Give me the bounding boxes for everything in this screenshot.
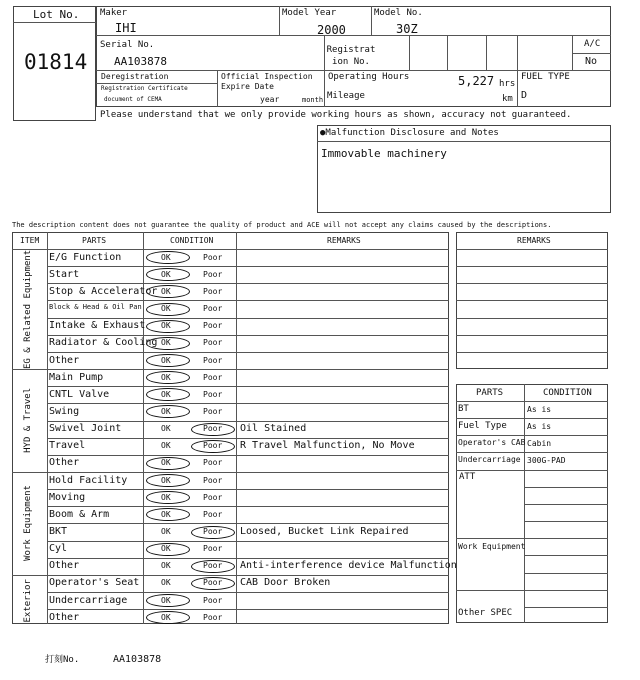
spec-row-condition: 300G-PAD [527, 456, 566, 465]
table-row-part: Boom & Arm [49, 508, 110, 520]
disclaimer: The description content does not guarantee the quality of product and ACE will not accept any claims caused by the descriptions. [12, 221, 552, 229]
table-row-part: Cyl [49, 543, 68, 555]
poor-option[interactable]: Poor [203, 475, 223, 485]
row-divider [47, 352, 449, 353]
right-remarks-row [456, 318, 608, 319]
ok-circle [146, 457, 190, 470]
ok-option[interactable]: OK [161, 578, 171, 588]
table-row-part: Start [49, 268, 80, 280]
inspection-label: Official Inspection Expire Date [221, 72, 313, 91]
table-row-part: Main Pump [49, 371, 104, 383]
row-divider [47, 283, 449, 284]
ok-circle [146, 594, 190, 607]
group-divider [12, 575, 449, 576]
row-divider [47, 386, 449, 387]
ok-circle [146, 337, 190, 350]
spec-row-divider [524, 573, 608, 574]
maker-value: IHI [115, 21, 137, 35]
model-no-label: Model No. [374, 8, 423, 18]
poor-option[interactable]: Poor [203, 561, 223, 571]
ok-option[interactable]: OK [161, 304, 171, 313]
row-divider [47, 609, 449, 610]
spec-row-divider [456, 418, 608, 419]
right-remarks-row [456, 283, 608, 284]
other-spec-label: Other SPEC [458, 608, 513, 618]
row-divider [47, 523, 449, 524]
row-divider [47, 541, 449, 542]
model-year-value: 2000 [317, 23, 346, 37]
table-row-part: Undercarriage [49, 594, 128, 606]
condition-header: CONDITION [170, 236, 214, 245]
row-divider [47, 455, 449, 456]
registration-certificate-label: Registration Certificate [101, 85, 188, 92]
ok-option[interactable]: OK [161, 338, 171, 348]
poor-option[interactable]: Poor [203, 389, 223, 399]
group-label: HYD & Travel [23, 387, 33, 453]
poor-option[interactable]: Poor [203, 372, 223, 382]
spec-row-divider [456, 435, 608, 436]
column-divider [236, 232, 237, 624]
spec-row-condition: As is [527, 421, 552, 431]
table-row-remark: Loosed, Bucket Link Repaired [240, 526, 409, 537]
table-row-part: Other [49, 354, 80, 366]
ok-option[interactable]: OK [161, 492, 171, 502]
hrs-unit: hrs [499, 79, 516, 89]
ok-option[interactable]: OK [161, 441, 171, 451]
stamp-no-value: AA103878 [113, 654, 162, 665]
year-label: year [260, 95, 280, 104]
ok-option[interactable]: OK [161, 355, 171, 365]
ok-option[interactable]: OK [161, 389, 171, 399]
right-remarks-row [456, 249, 608, 250]
malfunction-box [317, 125, 611, 213]
serial-label: Serial No. [100, 40, 155, 50]
table-row-part: Other [49, 560, 80, 572]
spec-row-divider [456, 452, 608, 453]
ok-option[interactable]: OK [161, 509, 171, 519]
ok-circle [146, 371, 190, 384]
group-divider [12, 369, 449, 370]
km-unit: km [502, 94, 513, 104]
group-label: EG & Related Equipment [23, 249, 33, 369]
poor-option[interactable]: Poor [203, 286, 223, 296]
table-row-part: E/G Function [49, 251, 122, 263]
right-remarks-row [456, 335, 608, 336]
table-row-remark: Oil Stained [240, 423, 307, 435]
row-divider [47, 438, 449, 439]
ac-value: No [585, 56, 598, 67]
spec-section-divider [456, 538, 524, 539]
table-row-part: Travel [49, 440, 86, 452]
model-year-label: Model Year [282, 8, 337, 18]
operating-hours-label: Operating Hours [328, 72, 410, 82]
group-label: Exterior [23, 578, 33, 623]
table-row-part: BKT [49, 526, 68, 537]
stamp-no-label: 打刻No. [45, 655, 80, 665]
ok-option[interactable]: OK [161, 269, 171, 279]
table-row-part: Radiator & Cooling [49, 337, 158, 349]
poor-circle [191, 440, 235, 453]
poor-option[interactable]: Poor [203, 595, 223, 605]
spec-row-part: Operator's CAB [458, 437, 526, 447]
lot-label: Lot No. [33, 8, 80, 21]
operating-hours-value: 5,227 [458, 74, 495, 88]
row-divider [47, 335, 449, 336]
parts-header: PARTS [82, 236, 107, 245]
table-row-remark: CAB Door Broken [240, 577, 331, 589]
right-remarks-row [456, 266, 608, 267]
hours-notice: Please understand that we only provide working hours as shown, accuracy not guaranteed. [100, 110, 572, 120]
row-divider [47, 266, 449, 267]
row-divider [47, 403, 449, 404]
ok-circle [146, 474, 190, 487]
spec-row-part: BT [458, 403, 469, 414]
ac-label: A/C [584, 39, 601, 49]
poor-option[interactable]: Poor [203, 441, 223, 451]
poor-option[interactable]: Poor [203, 252, 223, 262]
row-divider [47, 592, 449, 593]
ok-option[interactable]: OK [161, 321, 171, 331]
ok-option[interactable]: OK [161, 406, 171, 416]
spec-row-part: Fuel Type [458, 420, 507, 431]
lot-number: 01814 [24, 50, 88, 74]
spec-row-divider [524, 504, 608, 505]
poor-option[interactable]: Poor [203, 406, 223, 416]
ok-circle [146, 303, 190, 316]
ok-option[interactable]: OK [161, 424, 171, 434]
spec-row-divider [524, 555, 608, 556]
table-row-part: CNTL Valve [49, 388, 110, 400]
spec-row-divider [456, 470, 608, 471]
poor-option[interactable]: Poor [203, 458, 223, 468]
spec-row-part: Undercarriage [458, 455, 521, 464]
ok-circle [146, 320, 190, 333]
group-divider [12, 472, 449, 473]
right-remarks-row [456, 352, 608, 353]
right-remarks-row [456, 300, 608, 301]
poor-option[interactable]: Poor [203, 321, 223, 331]
table-row-part: Operator's Seat [49, 577, 140, 589]
ok-option[interactable]: OK [161, 561, 171, 571]
table-row-part: Other [49, 611, 80, 623]
deregistration-label: Deregistration [101, 72, 169, 81]
table-row-part: Moving [49, 491, 86, 503]
table-row-part: Swivel Joint [49, 423, 122, 435]
poor-option[interactable]: Poor [203, 612, 223, 622]
ok-option[interactable]: OK [161, 252, 171, 262]
item-header: ITEM [20, 236, 40, 245]
spec-row-condition: As is [527, 404, 552, 414]
row-divider [47, 300, 449, 301]
poor-option[interactable]: Poor [203, 304, 223, 313]
poor-option[interactable]: Poor [203, 509, 223, 519]
row-divider [47, 489, 449, 490]
maker-label: Maker [100, 8, 128, 18]
spec-condition-header: CONDITION [543, 388, 592, 398]
serial-value: AA103878 [114, 55, 167, 68]
spec-row-divider [524, 521, 608, 522]
spec-row-condition: Cabin [527, 438, 552, 448]
ok-option[interactable]: OK [161, 595, 171, 605]
poor-circle [191, 560, 235, 573]
ok-circle [146, 354, 190, 367]
malfunction-text: Immovable machinery [321, 147, 447, 160]
poor-option[interactable]: Poor [203, 578, 223, 588]
ok-option[interactable]: OK [161, 458, 171, 468]
spec-row-divider [456, 401, 608, 402]
month-label: month [302, 96, 324, 104]
malfunction-title: ●Malfunction Disclosure and Notes [320, 128, 499, 138]
table-row-part: Stop & Accelerator [49, 285, 158, 297]
poor-option[interactable]: Poor [203, 424, 223, 434]
poor-option[interactable]: Poor [203, 269, 223, 279]
spec-row-divider [524, 487, 608, 488]
right-remarks-header: REMARKS [517, 236, 551, 245]
spec-row-divider [524, 607, 608, 608]
table-row-part: Hold Facility [49, 474, 128, 486]
column-divider [47, 232, 48, 624]
model-no-value: 30Z [396, 22, 418, 36]
poor-option[interactable]: Poor [203, 355, 223, 365]
table-row-part: Intake & Exhaust [49, 320, 146, 332]
poor-circle [191, 577, 235, 590]
poor-option[interactable]: Poor [203, 544, 223, 554]
poor-option[interactable]: Poor [203, 338, 223, 348]
row-divider [47, 558, 449, 559]
table-row-remark: R Travel Malfunction, No Move [240, 440, 415, 452]
table-row-part: Other [49, 457, 80, 469]
poor-option[interactable]: Poor [203, 492, 223, 502]
header-divider [12, 249, 449, 250]
poor-circle [191, 526, 235, 539]
cema-label: document of CEMA [104, 96, 162, 103]
att-label: ATT [459, 472, 476, 482]
table-row-part: Block & Head & Oil Pan [49, 303, 142, 311]
remarks-header: REMARKS [327, 236, 361, 245]
table-row-remark: Anti-interference device Malfunction [240, 560, 457, 572]
ok-option[interactable]: OK [161, 372, 171, 382]
ok-option[interactable]: OK [161, 544, 171, 554]
ok-option[interactable]: OK [161, 475, 171, 485]
ok-option[interactable]: OK [161, 612, 171, 622]
table-row-part: Swing [49, 405, 80, 417]
group-label: Work Equipment [23, 485, 33, 562]
fuel-type-value: D [521, 90, 528, 101]
fuel-type-label: FUEL TYPE [521, 72, 570, 82]
spec-parts-header: PARTS [476, 388, 504, 398]
row-divider [47, 506, 449, 507]
spec-row-divider [524, 590, 608, 591]
ok-circle [146, 251, 190, 264]
spec-section-divider [456, 590, 524, 591]
registration-label: Registration No. [326, 45, 376, 67]
ok-circle [146, 543, 190, 556]
row-divider [47, 421, 449, 422]
spec-row-divider [524, 538, 608, 539]
row-divider [47, 318, 449, 319]
poor-circle [191, 423, 235, 436]
ok-option[interactable]: OK [161, 286, 171, 296]
ok-option[interactable]: OK [161, 527, 171, 536]
mileage-label: Mileage [327, 91, 365, 101]
work-equipment-label: Work Equipment [458, 542, 526, 551]
poor-option[interactable]: Poor [203, 527, 223, 536]
